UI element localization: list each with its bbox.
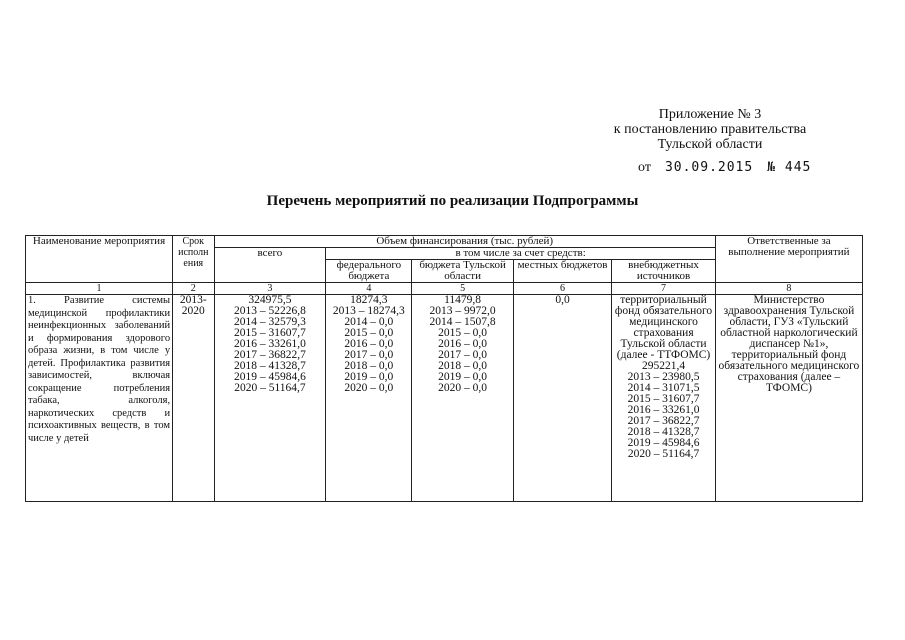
- value-line: 2013 – 18274,3: [332, 305, 405, 317]
- table-row: [26, 295, 863, 502]
- value-line: территориальный: [620, 294, 707, 306]
- value-line: 2019 – 45984,6: [627, 437, 700, 449]
- measures-table: [25, 235, 863, 502]
- value-line: 2018 – 41328,7: [627, 426, 700, 438]
- order-prefix: от: [638, 160, 651, 175]
- measure-name: 1. Развитие системы медицинской профилактики неинфекционных заболеваний и формирования здорового образа жизни, в том числе у детей. Профилактика развития зависимостей, включая сокращение потребления табака, алкоголя, наркотических средств и психоактивных веществ, в том числе у детей: [26, 295, 173, 502]
- header-name: Наименование мероприятия: [26, 236, 173, 283]
- header-term: Срок исполн ения: [173, 236, 214, 283]
- value-line: 2016 – 33261,0: [627, 404, 700, 416]
- value-line: 2013 – 9972,0: [429, 305, 496, 317]
- total-values: [214, 295, 326, 502]
- appendix-line-1: Приложение № 3: [658, 107, 762, 122]
- value-line: медицинского: [629, 316, 698, 328]
- value-line: Тульской области: [620, 338, 707, 350]
- column-number: 2: [173, 283, 214, 295]
- value-line: 2018 – 41328,7: [233, 360, 306, 372]
- order-date: 30.09.2015: [664, 160, 754, 175]
- header-regional: бюджета Тульской области: [412, 260, 514, 283]
- value-line: 2020 – 0,0: [344, 382, 394, 394]
- value-line: 2014 – 32579,3: [233, 316, 306, 328]
- column-number: 4: [326, 283, 412, 295]
- column-number: 3: [214, 283, 326, 295]
- value-line: 2013 – 23980,5: [627, 371, 700, 383]
- page-title: Перечень мероприятий по реализации Подпрограммы: [266, 193, 639, 209]
- offbudget-values: [612, 295, 716, 502]
- column-number: 5: [412, 283, 514, 295]
- column-number-row: [26, 283, 863, 295]
- value-line: 2013 – 52226,8: [233, 305, 306, 317]
- value-line: 2019 – 0,0: [438, 371, 488, 383]
- header-financing: Объем финансирования (тыс. рублей): [214, 236, 715, 248]
- value-line: 2020 – 51164,7: [627, 448, 700, 460]
- value-line: 2018 – 0,0: [344, 360, 394, 372]
- value-line: 2014 – 1507,8: [429, 316, 496, 328]
- value-line: 324975,5: [248, 294, 292, 306]
- order-number: № 445: [767, 160, 812, 175]
- value-line: 2017 – 0,0: [344, 349, 394, 361]
- order-line: [638, 160, 811, 176]
- value-line: 2017 – 36822,7: [233, 349, 306, 361]
- regional-values: [412, 295, 514, 502]
- header-responsible: Ответственные за выполнение мероприятий: [715, 236, 862, 283]
- value-line: 2016 – 0,0: [344, 338, 394, 350]
- value-line: 2015 – 0,0: [438, 327, 488, 339]
- appendix-block: [560, 107, 860, 152]
- value-line: 0,0: [555, 294, 570, 306]
- value-line: 2017 – 36822,7: [627, 415, 700, 427]
- value-line: 2017 – 0,0: [438, 349, 488, 361]
- federal-values: [326, 295, 412, 502]
- value-line: 2014 – 0,0: [344, 316, 394, 328]
- value-line: (далее - ТТФОМС): [616, 349, 711, 361]
- value-line: 2019 – 45984,6: [233, 371, 306, 383]
- header-offbudget: внебюджетных источников: [612, 260, 716, 283]
- header-total: всего: [214, 248, 326, 283]
- appendix-line-3: Тульской области: [657, 137, 763, 152]
- value-line: 2014 – 31071,5: [627, 382, 700, 394]
- measure-term: 2013- 2020: [173, 295, 214, 502]
- value-line: 2015 – 31607,7: [627, 393, 700, 405]
- header-federal: федерального бюджета: [326, 260, 412, 283]
- local-values: [513, 295, 611, 502]
- value-line: 2018 – 0,0: [438, 360, 488, 372]
- value-line: 2020 – 51164,7: [234, 382, 306, 394]
- value-line: 11479,8: [444, 294, 482, 306]
- responsible-text: Министерство здравоохранения Тульской области, ГУЗ «Тульский областной наркологический диспансер №1», территориальный фонд обязательного медицинского страхования (далее – ТФОМС): [715, 295, 862, 502]
- column-number: 7: [612, 283, 716, 295]
- value-line: 2016 – 0,0: [438, 338, 488, 350]
- column-number: 8: [715, 283, 862, 295]
- value-line: 295221,4: [641, 360, 686, 372]
- value-line: фонд обязательного: [614, 305, 713, 317]
- value-line: 2015 – 31607,7: [233, 327, 306, 339]
- column-number: 6: [513, 283, 611, 295]
- value-line: 2019 – 0,0: [344, 371, 394, 383]
- appendix-line-2: к постановлению правительства: [613, 122, 807, 137]
- header-including: в том числе за счет средств:: [326, 248, 716, 260]
- value-line: 2015 – 0,0: [344, 327, 394, 339]
- value-line: 2020 – 0,0: [438, 382, 488, 394]
- value-line: 2016 – 33261,0: [233, 338, 306, 350]
- value-line: 18274,3: [350, 294, 388, 306]
- column-number: 1: [26, 283, 173, 295]
- header-local: местных бюджетов: [513, 260, 611, 283]
- value-line: страхования: [633, 327, 694, 339]
